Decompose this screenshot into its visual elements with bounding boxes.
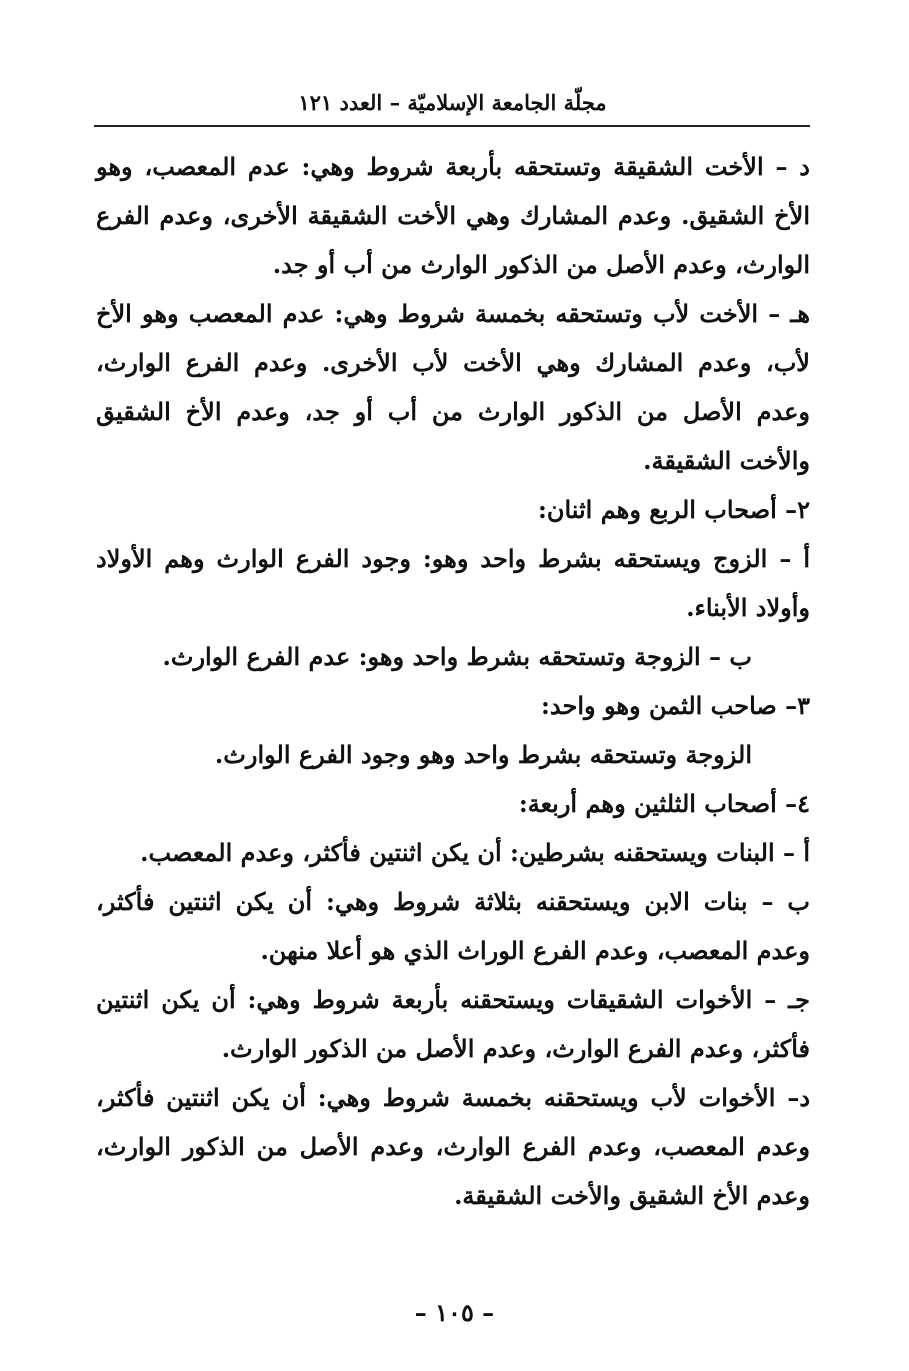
paragraph-wife: ب – الزوجة وتستحقه بشرط واحد وهو: عدم الفرع الوارث. [162,642,752,671]
paragraph-husband: أ – الزوج ويستحقه بشرط واحد وهو: وجود الفرع الوارث وهم الأولاد وأولاد الأبناء. [96,544,810,622]
paragraph-sons-daughters: ب – بنات الابن ويستحقنه بثلاثة شروط وهي: أن يكن اثنتين فأكثر، وعدم المعصب، وعدم الفرع الوراث الذي هو أعلا منهن. [96,887,810,965]
paragraph-sister-paternal: هـ – الأخت لأب وتستحقه بخمسة شروط وهي: عدم المعصب وهو الأخ لأب، وعدم المشارك وهي الأخت لأب الأخرى. وعدم الفرع الوارث، وعدم الأصل من الذكور الوارث من أب أو جد، وعدم الأخ الشقيق والأخت الشقيقة. [96,299,810,475]
section-heading-quarter: ٢– أصحاب الربع وهم اثنان: [537,495,810,524]
paragraph-daughters: أ – البنات ويستحقنه بشرطين: أن يكن اثنتين فأكثر، وعدم المعصب. [140,838,810,867]
paragraph-paternal-sisters: د– الأخوات لأب ويستحقنه بخمسة شروط وهي: أن يكن اثنتين فأكثر، وعدم المعصب، وعدم الفرع الوارث، وعدم الأصل من الذكور الوارث، وعدم الأخ الشقيق والأخت الشقيقة. [96,1083,810,1210]
page-number: – ١٠٥ – [414,1298,495,1327]
page-body [96,142,810,1220]
header-divider [94,125,810,127]
paragraph-wife-eighth: الزوجة وتستحقه بشرط واحد وهو وجود الفرع الوارث. [214,740,752,769]
section-heading-two-thirds: ٤– أصحاب الثلثين وهم أربعة: [518,789,810,818]
paragraph-full-sisters: جـ – الأخوات الشقيقات ويستحقنه بأربعة شروط وهي: أن يكن اثنتين فأكثر، وعدم الفرع الوارث، وعدم الأصل من الذكور الوارث. [96,985,810,1063]
running-header: مجلّة الجامعة الإسلاميّة – العدد ١٢١ [298,90,607,115]
paragraph-sister-full: د – الأخت الشقيقة وتستحقه بأربعة شروط وهي: عدم المعصب، وهو الأخ الشقيق. وعدم المشارك وهي الأخت الشقيقة الأخرى، وعدم الفرع الوارث، وعدم الأصل من الذكور الوارث من أب أو جد. [96,152,810,279]
section-heading-eighth: ٣– صاحب الثمن وهو واحد: [541,691,810,720]
